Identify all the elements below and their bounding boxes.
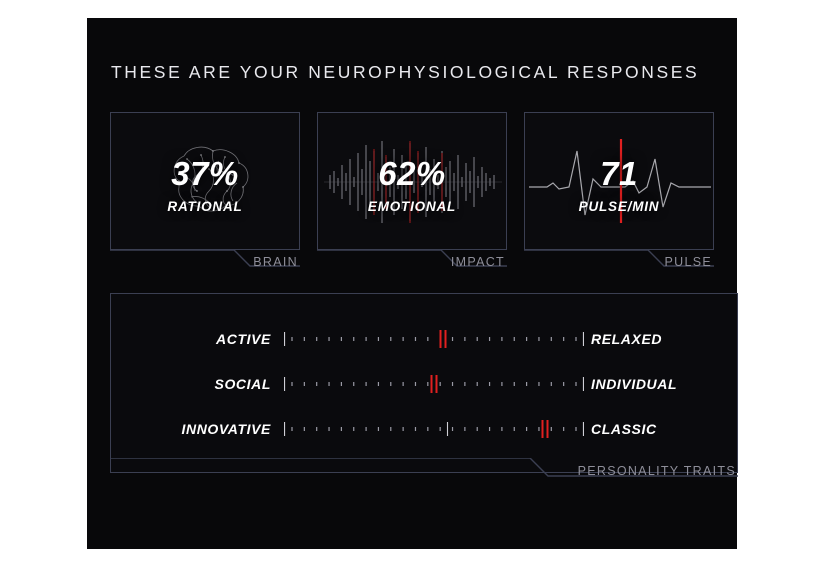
trait-label-right: RELAXED [591,331,663,347]
trait-label-right: INDIVIDUAL [591,376,678,392]
results-panel [87,18,737,549]
trait-scale[interactable] [284,324,584,354]
card-footer-pulse [524,250,714,278]
trait-label-left: SOCIAL [214,376,271,392]
card-caption: PULSE [664,255,712,269]
card-art-brain [111,113,299,249]
trait-scale-graphic [284,324,584,354]
card-footer-impact [317,250,507,278]
trait-label-right: CLASSIC [591,421,657,437]
page-title: THESE ARE YOUR NEUROPHYSIOLOGICAL RESPONSES [111,62,700,82]
metric-card-pulse[interactable] [524,112,714,250]
trait-scale[interactable] [284,414,584,444]
metric-value: 71 [600,155,638,192]
trait-scale-graphic [284,414,584,444]
metric-label: RATIONAL [167,199,243,214]
trait-scale-graphic [284,369,584,399]
trait-row[interactable] [111,414,737,444]
metric-label: PULSE/MIN [578,199,660,214]
trait-row[interactable] [111,369,737,399]
trait-label-left: INNOVATIVE [181,421,271,437]
trait-scale[interactable] [284,369,584,399]
trait-row[interactable] [111,324,737,354]
card-caption: IMPACT [450,255,505,269]
card-art-pulse [525,113,713,249]
metric-card-brain[interactable] [110,112,300,250]
traits-caption: PERSONALITY TRAITS [577,464,736,478]
personality-traits-panel [110,293,738,473]
metric-value: 62% [378,155,446,192]
metric-card-group [110,112,738,278]
metric-card-impact[interactable] [317,112,507,250]
metric-label: EMOTIONAL [367,199,457,214]
metric-value: 37% [171,155,239,192]
card-caption: BRAIN [253,255,298,269]
card-footer-brain [110,250,300,278]
trait-label-left: ACTIVE [216,331,271,347]
card-art-impact [318,113,506,249]
traits-footer [110,458,738,488]
